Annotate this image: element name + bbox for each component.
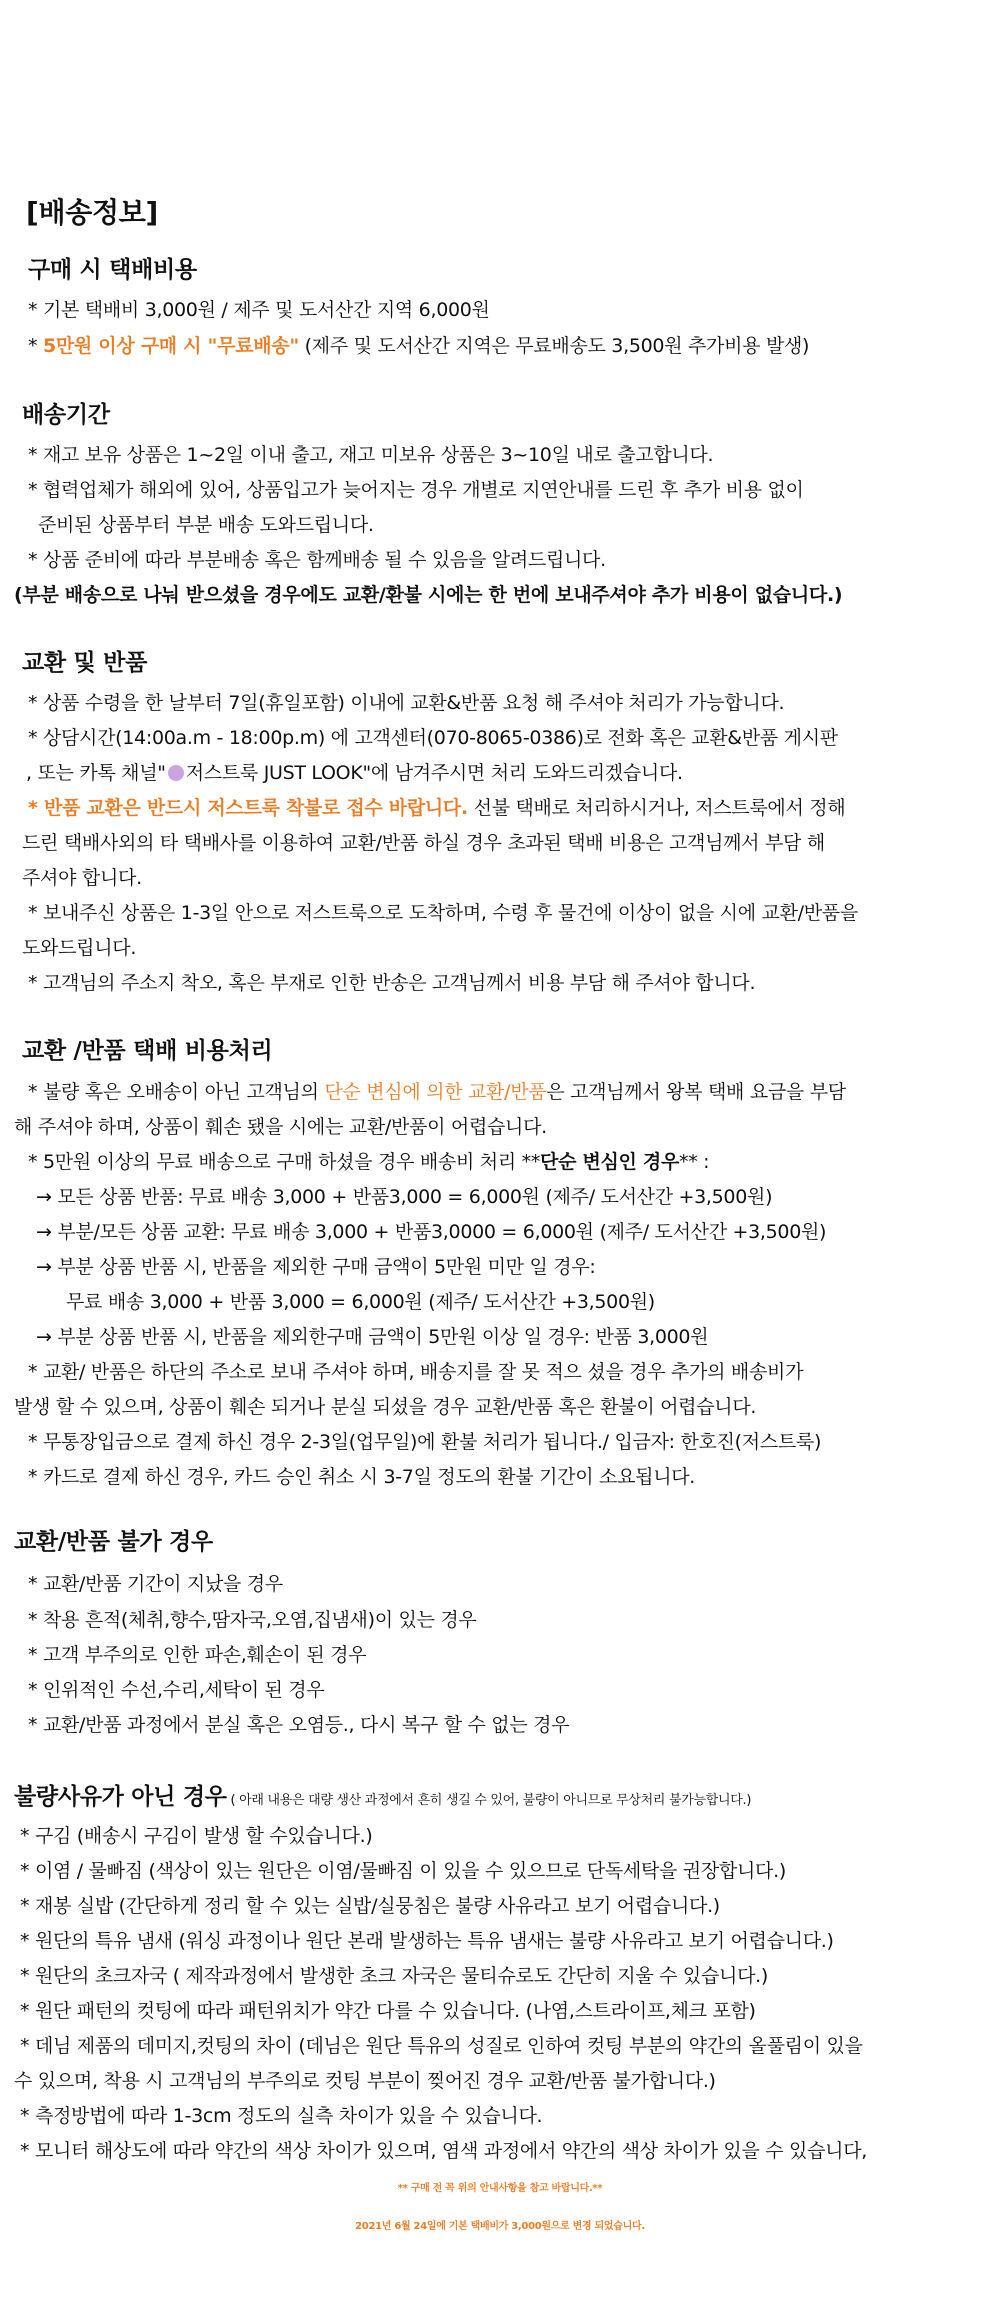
not-allowed-item: * 착용 흔적(체취,향수,땀자국,오염,집냄새)이 있는 경우 bbox=[28, 1609, 477, 1631]
exchange-line: * 보내주신 상품은 1-3일 안으로 저스트룩으로 도착하며, 수령 후 물건에 이상이 없을 시에 교환/반품을 bbox=[28, 902, 858, 924]
exchange-line: * 고객님의 주소지 착오, 혹은 부재로 인한 반송은 고객님께서 비용 부담 해 주셔야 합니다. bbox=[28, 972, 756, 994]
delivery-line: * 협력업체가 해외에 있어, 상품입고가 늦어지는 경우 개별로 지연안내를 드린 후 추가 비용 없이 bbox=[28, 479, 804, 501]
free-shipping-note: (제주 및 도서산간 지역은 무료배송도 3,500원 추가비용 발생) bbox=[298, 335, 810, 357]
cost-text: 은 고객님께서 왕복 택배 요금을 부담 bbox=[546, 1081, 846, 1103]
not-defect-note: ( 아래 내용은 대량 생산 과정에서 흔히 생길 수 있어, 불량이 아니므로 무상처리 불가능합니다.) bbox=[226, 1793, 752, 1808]
cost-highlight: 단순 변심에 의한 교환/반품 bbox=[324, 1081, 547, 1103]
exchange-highlight: 반품 교환은 반드시 저스트룩 착불로 접수 바랍니다. bbox=[43, 797, 468, 819]
exchange-heading: 교환 및 반품 bbox=[22, 650, 148, 676]
not-defect-item: * 원단 패턴의 컷팅에 따라 패턴위치가 약간 다를 수 있습니다. (나염,스트라이프,체크 포함) bbox=[20, 2000, 756, 2022]
cost-line: 무료 배송 3,000 + 반품 3,000 = 6,000원 (제주/ 도서산간 +3,500원) bbox=[66, 1291, 655, 1313]
exchange-line bbox=[28, 796, 845, 820]
cost-line: * 카드로 결제 하신 경우, 카드 승인 취소 시 3-7일 정도의 환불 기간이 소요됩니다. bbox=[28, 1466, 696, 1488]
cost-line bbox=[28, 1150, 709, 1174]
cost-line: → 부분 상품 반품 시, 반품을 제외한 구매 금액이 5만원 미만 일 경우: bbox=[36, 1256, 596, 1278]
delivery-heading: 배송기간 bbox=[22, 402, 110, 428]
cost-line: → 모든 상품 반품: 무료 배송 3,000 + 반품3,000 = 6,000원 (제주/ 도서산간 +3,500원) bbox=[36, 1186, 773, 1208]
cost-bold: 단순 변심인 경우 bbox=[540, 1151, 680, 1173]
kakao-channel-icon bbox=[168, 765, 184, 781]
cost-text: * 5만원 이상의 무료 배송으로 구매 하셨을 경우 배송비 처리 ** bbox=[28, 1151, 541, 1173]
not-defect-item: * 모니터 해상도에 따라 약간의 색상 차이가 있으며, 염색 과정에서 약간의 색상 차이가 있을 수 있습니다, bbox=[20, 2140, 867, 2162]
not-allowed-item: * 인위적인 수선,수리,세탁이 된 경우 bbox=[28, 1679, 325, 1701]
cost-text: ** : bbox=[679, 1151, 710, 1173]
page-title: [배송정보] bbox=[26, 196, 158, 229]
exchange-line: 드린 택배사외의 타 택배사를 이용하여 교환/반품 하실 경우 초과된 택배 비용은 고객님께서 부담 해 bbox=[22, 832, 825, 854]
shipping-fee-heading: 구매 시 택배비용 bbox=[28, 257, 197, 283]
not-defect-item: * 원단의 특유 냄새 (워싱 과정이나 원단 본래 발생하는 특유 냄새는 불량 사유라고 보기 어렵습니다.) bbox=[20, 1930, 834, 1952]
bullet: * bbox=[28, 335, 43, 357]
not-defect-item: 수 있으며, 착용 시 고객님의 부주의로 컷팅 부분이 찢어진 경우 교환/반품 불가합니다.) bbox=[14, 2070, 716, 2092]
delivery-bold-note: (부분 배송으로 나눠 받으셨을 경우에도 교환/환불 시에는 한 번에 보내주셔야 추가 비용이 없습니다.) bbox=[14, 584, 843, 606]
footer-notice: ** 구매 전 꼭 위의 안내사항을 참고 바랍니다.** bbox=[397, 2183, 603, 2194]
cost-line: 발생 할 수 있으며, 상품이 훼손 되거나 분실 되셨을 경우 교환/반품 혹은 환불이 어렵습니다. bbox=[14, 1396, 757, 1418]
cost-text: * 불량 혹은 오배송이 아닌 고객님의 bbox=[28, 1081, 325, 1103]
delivery-line: * 재고 보유 상품은 1~2일 이내 출고, 재고 미보유 상품은 3~10일 내로 출고합니다. bbox=[28, 444, 714, 466]
not-allowed-item: * 교환/반품 기간이 지났을 경우 bbox=[28, 1573, 283, 1595]
free-shipping-line bbox=[28, 334, 809, 358]
delivery-line: 준비된 상품부터 부분 배송 도와드립니다. bbox=[38, 514, 374, 536]
exchange-line: * 상품 수령을 한 날부터 7일(휴일포함) 이내에 교환&반품 요청 해 주셔야 처리가 가능합니다. bbox=[28, 692, 785, 714]
delivery-line: * 상품 준비에 따라 부분배송 혹은 함께배송 될 수 있음을 알려드립니다. bbox=[28, 549, 606, 571]
not-defect-item: * 구김 (배송시 구김이 발생 할 수있습니다.) bbox=[20, 1825, 373, 1847]
not-allowed-item: * 교환/반품 과정에서 분실 혹은 오염등., 다시 복구 할 수 없는 경우 bbox=[28, 1714, 570, 1736]
not-defect-title: 불량사유가 아닌 경우 bbox=[14, 1784, 227, 1810]
cost-line: → 부분/모든 상품 교환: 무료 배송 3,000 + 반품3,0000 = 6,000원 (제주/ 도서산간 +3,500원) bbox=[36, 1221, 827, 1243]
free-shipping-highlight: 5만원 이상 구매 시 "무료배송" bbox=[42, 335, 299, 357]
cost-line: → 부분 상품 반품 시, 반품을 제외한구매 금액이 5만원 이상 일 경우: 반품 3,000원 bbox=[36, 1326, 709, 1348]
exchange-line: * 상담시간(14:00a.m - 18:00p.m) 에 고객센터(070-8065-0386)로 전화 혹은 교환&반품 게시판 bbox=[28, 727, 838, 749]
not-allowed-item: * 고객 부주의로 인한 파손,훼손이 된 경우 bbox=[28, 1644, 367, 1666]
exchange-line: 주셔야 합니다. bbox=[22, 867, 142, 889]
cost-line: 해 주셔야 하며, 상품이 훼손 됐을 시에는 교환/반품이 어렵습니다. bbox=[14, 1116, 547, 1138]
exchange-line-rest: 선불 택배로 처리하시거나, 저스트룩에서 정해 bbox=[467, 797, 846, 819]
not-allowed-heading: 교환/반품 불가 경우 bbox=[14, 1529, 213, 1555]
kakao-channel-text: 저스트룩 JUST LOOK"에 남겨주시면 처리 도와드리겠습니다. bbox=[185, 762, 683, 784]
shipping-fee-line: * 기본 택배비 3,000원 / 제주 및 도서산간 지역 6,000원 bbox=[28, 299, 490, 321]
not-defect-item: * 재봉 실밥 (간단하게 정리 할 수 있는 실밥/실뭉침은 불량 사유라고 보기 어렵습니다.) bbox=[20, 1895, 720, 1917]
not-defect-heading bbox=[14, 1782, 751, 1816]
not-defect-item: * 원단의 초크자국 ( 제작과정에서 발생한 초크 자국은 물티슈로도 간단히 지울 수 있습니다.) bbox=[20, 1965, 768, 1987]
not-defect-item: * 데님 제품의 데미지,컷팅의 차이 (데님은 원단 특유의 성질로 인하여 컷팅 부분의 약간의 올풀림이 있을 bbox=[20, 2035, 863, 2057]
not-defect-item: * 측정방법에 따라 1-3cm 정도의 실측 차이가 있을 수 있습니다. bbox=[20, 2105, 543, 2127]
cost-line bbox=[28, 1080, 846, 1104]
footer-change-notice: 2021년 6월 24일에 기본 택배비가 3,000원으로 변경 되었습니다. bbox=[355, 2221, 645, 2232]
cost-line: * 교환/ 반품은 하단의 주소로 보내 주셔야 하며, 배송지를 잘 못 적으 셨을 경우 추가의 배송비가 bbox=[28, 1361, 804, 1383]
exchange-line: 도와드립니다. bbox=[22, 937, 137, 959]
bullet: * bbox=[28, 797, 44, 819]
not-defect-item: * 이염 / 물빠짐 (색상이 있는 원단은 이염/물빠짐 이 있을 수 있으므로 단독세탁을 권장합니다.) bbox=[20, 1860, 786, 1882]
cost-line: * 무통장입금으로 결제 하신 경우 2-3일(업무일)에 환불 처리가 됩니다./ 입금자: 한호진(저스트룩) bbox=[28, 1431, 822, 1453]
exchange-line bbox=[26, 761, 683, 785]
kakao-channel-prefix: , 또는 카톡 채널" bbox=[26, 762, 166, 784]
cost-heading: 교환 /반품 택배 비용처리 bbox=[22, 1038, 273, 1064]
